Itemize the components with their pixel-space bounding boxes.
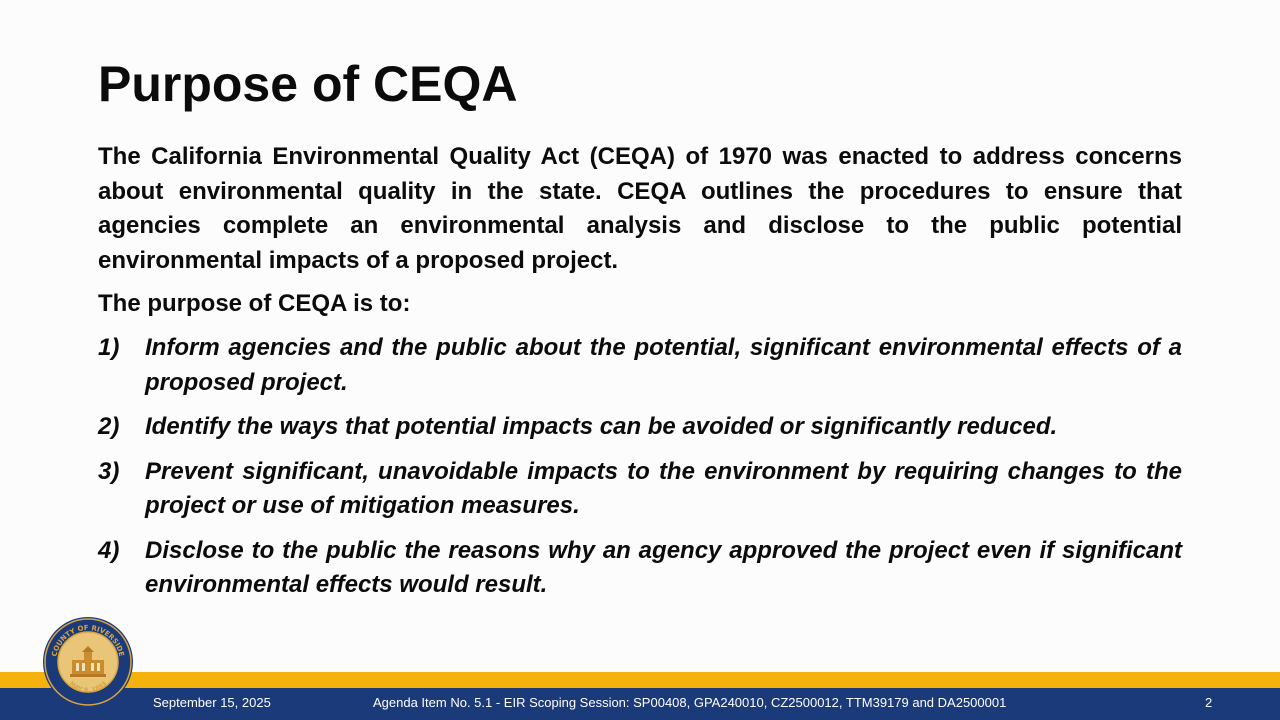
- slide-title: Purpose of CEQA: [98, 56, 518, 112]
- list-item-number: 3): [98, 457, 120, 485]
- purpose-list: [98, 331, 1182, 613]
- list-item: [98, 455, 1182, 524]
- footer-page-number: 2: [1205, 695, 1213, 710]
- footer-gold-stripe: [0, 672, 1280, 688]
- list-item-text: Inform agencies and the public about the potential, significant environmental effects of a proposed project.: [145, 334, 1182, 396]
- list-item-text: Identify the ways that potential impacts can be avoided or significantly reduced.: [145, 413, 1058, 440]
- footer-bar: [0, 688, 1280, 720]
- intro-paragraph: The California Environmental Quality Act (CEQA) of 1970 was enacted to address concerns about environmental quality in the state. CEQA outlines the procedures to ensure that agencies complete an environmental analysis and disclose to the public potential environmental impacts of a proposed project.: [98, 143, 1182, 274]
- seal-bottom-text: MAY 9, 1893: [67, 680, 109, 695]
- footer-agenda-item: Agenda Item No. 5.1 - EIR Scoping Session: SP00408, GPA240010, CZ2500012, TTM39179 and DA2500001: [373, 695, 1007, 710]
- list-item: [98, 410, 1182, 445]
- list-item-number: 2): [98, 413, 120, 440]
- county-seal-icon: [42, 616, 134, 708]
- list-item-text: Prevent significant, unavoidable impacts to the environment by requiring changes to the project or use of mitigation measures.: [145, 457, 1182, 519]
- footer-date: September 15, 2025: [153, 695, 271, 710]
- list-item-number: 4): [98, 536, 120, 564]
- purpose-lead: The purpose of CEQA is to:: [98, 290, 411, 317]
- list-item-text: Disclose to the public the reasons why an agency approved the project even if significant environmental effects would result.: [145, 536, 1182, 598]
- seal-top-text: COUNTY OF RIVERSIDE: [50, 623, 126, 658]
- list-item: [98, 534, 1182, 603]
- list-item: [98, 331, 1182, 400]
- list-item-number: 1): [98, 334, 120, 361]
